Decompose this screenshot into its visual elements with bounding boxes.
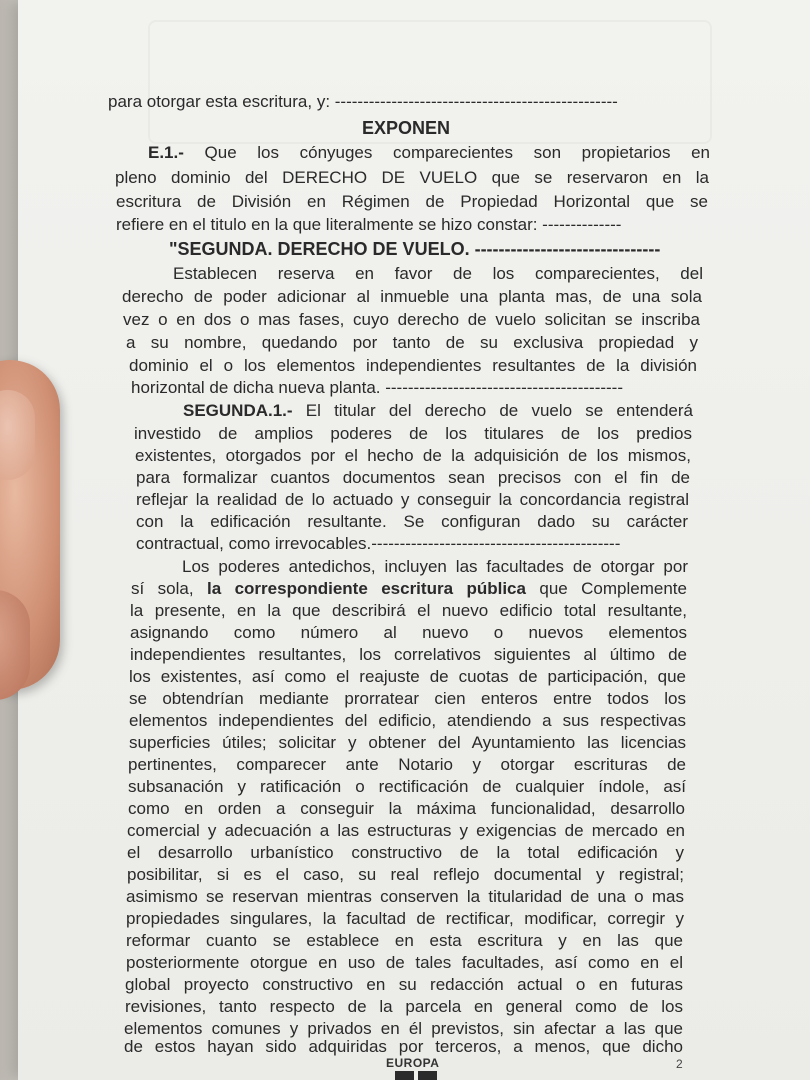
- text-line: propiedades singulares, la facultad de rectificar, modificar, corregir y: [126, 909, 684, 928]
- paragraph-poderes-line: [131, 578, 687, 600]
- footer-brand: EUROPA: [386, 1056, 440, 1070]
- text-line: global proyecto constructivo en su redacción actual o en futuras: [125, 975, 683, 994]
- text-line: posibilitar, si es el caso, su real reflejo documental y registral;: [127, 865, 684, 884]
- clause-segunda1-line: [183, 400, 693, 422]
- text-line: comercial y adecuación a las estructuras y exigencias de mercado en: [127, 821, 685, 840]
- text-line: escritura de División en Régimen de Propiedad Horizontal que se: [116, 192, 708, 211]
- text-line: asimismo se reservan mientras conserven la titularidad de una o mas: [126, 887, 684, 906]
- text-line: Establecen reserva en favor de los comparecientes, del: [173, 264, 703, 283]
- text-line: Los poderes antedichos, incluyen las facultades de otorgar por: [182, 557, 688, 576]
- footer-logo-mark: [395, 1071, 437, 1080]
- text-line: pertinentes, comparecer ante Notario y otorgar escrituras de: [128, 755, 686, 774]
- text-line: como en orden a conseguir la máxima funcionalidad, desarrollo: [128, 799, 685, 818]
- text-line: contractual, como irrevocables.--------------------------------------------: [136, 534, 621, 553]
- text-line: horizontal de dicha nueva planta. ------------------------------------------: [131, 378, 624, 397]
- section-heading-exponen: EXPONEN: [362, 118, 451, 138]
- text-line: vez o en dos o mas fases, cuyo derecho de vuelo solicitan se inscriba: [123, 310, 700, 329]
- text-line: a su nombre, quedando por tanto de su exclusiva propiedad y: [126, 333, 698, 352]
- text-line: revisiones, tanto respecto de la parcela en general como de los: [125, 997, 683, 1016]
- text-line: refiere en el titulo en la que literalmente se hizo constar: --------------: [116, 215, 622, 234]
- text-line: existentes, otorgados por el hecho de la adquisición de los mismos,: [135, 446, 691, 465]
- text-line: subsanación y ratificación o rectificación de cualquier índole, así: [128, 777, 686, 796]
- text-line: independientes resultantes, los correlativos siguientes al último de: [130, 645, 687, 664]
- text-line: para otorgar esta escritura, y: --------------------------------------------------: [108, 92, 618, 111]
- text-line: investido de amplios poderes de los titulares de los predios: [134, 424, 692, 443]
- text-line: superficies útiles; solicitar y obtener del Ayuntamiento las licencias: [129, 733, 686, 752]
- thumb-nail: [0, 390, 35, 480]
- text-line: con la edificación resultante. Se configuran dado su carácter: [136, 512, 688, 531]
- text-line: la presente, en la que describirá el nuevo edificio total resultante,: [130, 601, 687, 620]
- text-line: los existentes, así como el reajuste de cuotas de participación, que: [129, 667, 686, 686]
- text-line: elementos independientes del edificio, atendiendo a sus respectivas: [129, 711, 686, 730]
- escritura-publica-emphasis: la correspondiente escritura pública: [206, 579, 526, 598]
- segunda1-text: El titular del derecho de vuelo se entenderá: [292, 401, 693, 420]
- text-line: pleno dominio del DERECHO DE VUELO que se reservaron en la: [115, 168, 709, 187]
- text-line: posteriormente otorgue en uso de tales facultades, así como en el: [126, 953, 683, 972]
- text-line: el desarrollo urbanístico constructivo de la total edificación y: [127, 843, 684, 862]
- text-line: derecho de poder adicionar al inmueble una planta mas, de una sola: [122, 287, 702, 306]
- segunda1-label: SEGUNDA.1.-: [183, 401, 293, 420]
- e1-label: E.1.-: [148, 143, 184, 162]
- complemente-text: que Complemente: [525, 579, 687, 598]
- text-line: elementos comunes y privados en él previstos, sin afectar a las que: [124, 1019, 683, 1038]
- text-line: se obtendrían mediante prorratear cien enteros entre todos los: [129, 689, 686, 708]
- text-line: reflejar la realidad de lo actuado y conseguir la concordancia registral: [136, 490, 689, 509]
- text-line: reformar cuanto se establece en esta escritura y en las que: [126, 931, 683, 950]
- paragraph-e1-line: [148, 142, 710, 164]
- text-line: de estos hayan sido adquiridas por terceros, a menos, que dicho: [124, 1037, 683, 1056]
- text-line: dominio el o los elementos independientes resultantes de la división: [129, 356, 697, 375]
- e1-text: Que los cónyuges comparecientes son propietarios en: [183, 143, 710, 162]
- text-line: para formalizar cuantos documentos sean precisos con el fin de: [136, 468, 690, 487]
- page-number: 2: [676, 1057, 683, 1071]
- text-line: asignando como número al nuevo o nuevos elementos: [130, 623, 687, 642]
- clause-heading-segunda: "SEGUNDA. DERECHO DE VUELO. -------------------------------: [169, 239, 661, 259]
- si-sola-text: sí sola,: [131, 579, 207, 598]
